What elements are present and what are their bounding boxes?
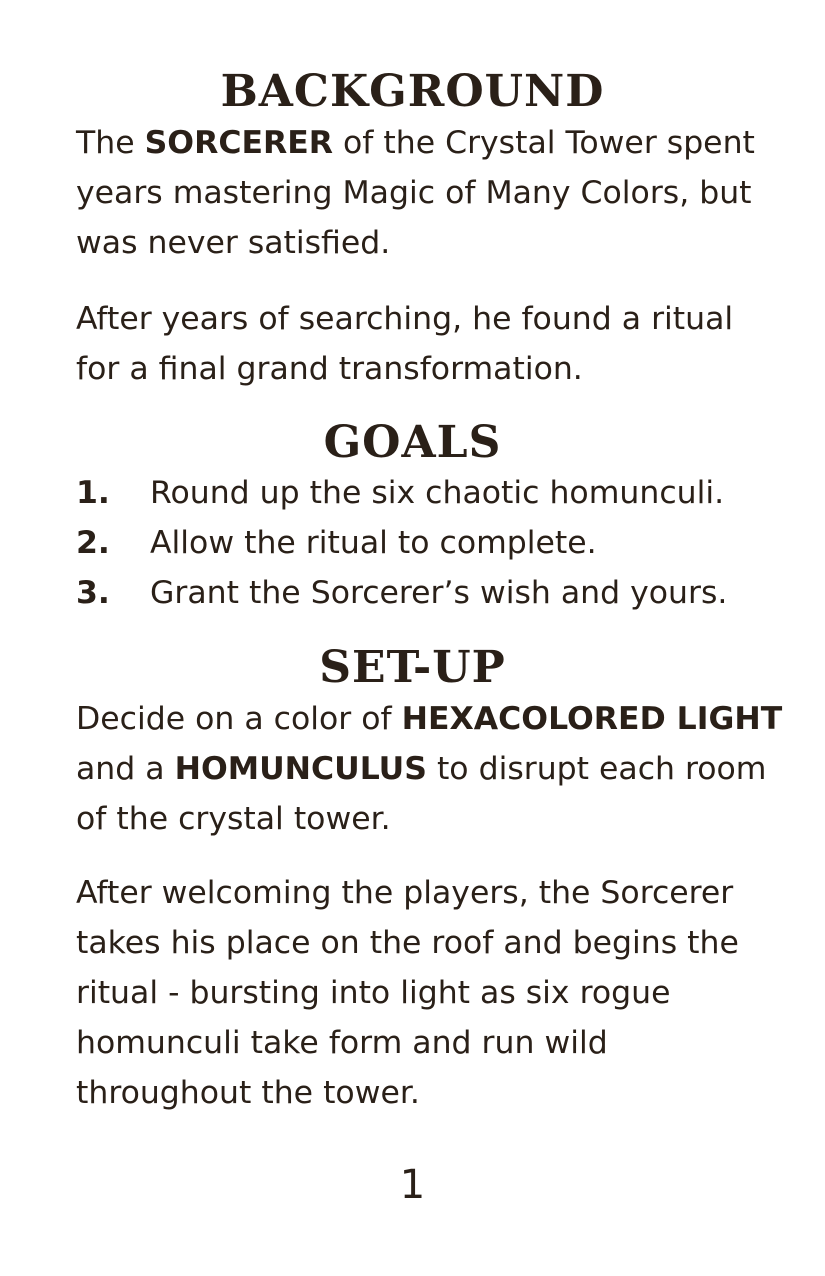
goals-list — [76, 468, 795, 618]
goal-text: Allow the ritual to complete. — [150, 525, 597, 561]
background-heading: BACKGROUND — [220, 66, 605, 117]
setup-p1-c: and a — [76, 751, 175, 787]
background-paragraph-1 — [76, 118, 785, 268]
goal-text: Round up the six chaotic homunculi. — [150, 475, 725, 511]
goal-item — [76, 468, 795, 518]
goal-text: Grant the Sorcerer’s wish and yours. — [150, 575, 728, 611]
background-p1-pre: The — [76, 125, 145, 161]
goals-heading: GOALS — [323, 417, 502, 468]
goal-number: 2. — [76, 525, 110, 561]
setup-p1-a: Decide on a color of — [76, 701, 402, 737]
page-number: 1 — [399, 1162, 426, 1208]
homunculus-term: HOMUNCULUS — [174, 751, 427, 787]
setup-paragraph-1 — [76, 694, 785, 844]
goal-item — [76, 568, 795, 618]
goal-number: 3. — [76, 575, 110, 611]
background-p1-post: of the Crystal Tower spent years mastering Magic of Many Colors, but was never satisfied. — [76, 125, 755, 261]
hexacolored-light-term: HEXACOLORED LIGHT — [401, 701, 783, 737]
setup-p1-d: to disrupt each room of the crystal tower. — [76, 751, 767, 837]
setup-paragraph-2: After welcoming the players, the Sorcerer takes his place on the roof and begins the ritual - bursting into light as six rogue homunculi take form and run wild throughout the tower. — [76, 875, 739, 1111]
sorcerer-term: SORCERER — [144, 125, 333, 161]
goal-item — [76, 518, 795, 568]
goal-number: 1. — [76, 475, 110, 511]
background-paragraph-2: After years of searching, he found a ritual for a final grand transformation. — [76, 301, 734, 387]
setup-heading: SET-UP — [319, 642, 506, 693]
